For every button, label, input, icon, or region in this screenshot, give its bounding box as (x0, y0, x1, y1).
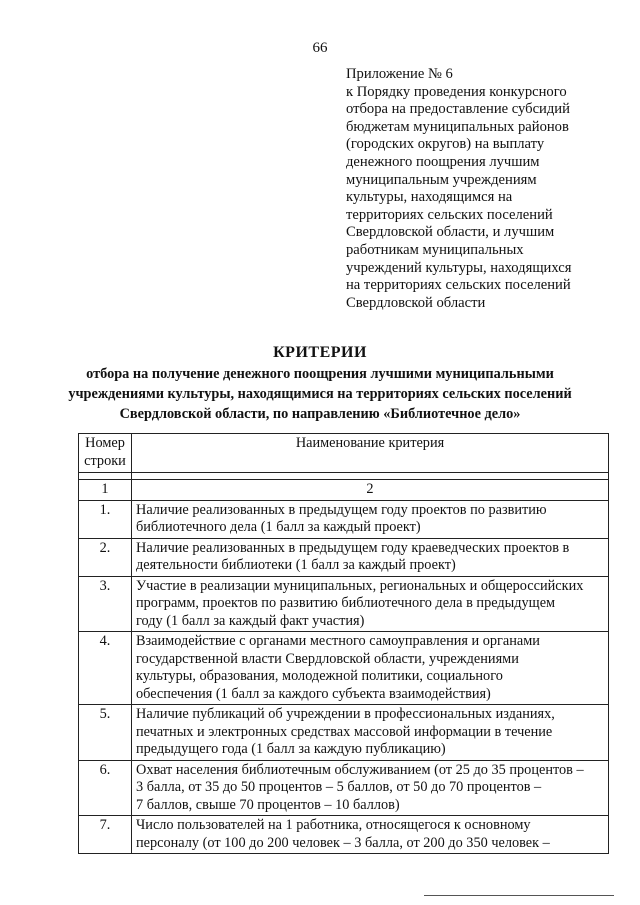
criterion-line: Наличие реализованных в предыдущем году проектов по развитию (136, 501, 547, 518)
appendix-note (346, 66, 616, 312)
row-criterion (132, 760, 609, 816)
column-index-row (79, 480, 609, 501)
criteria-table (78, 433, 609, 854)
appendix-line: на территориях сельских поселений (346, 277, 571, 294)
table-row (79, 705, 609, 761)
appendix-line: культуры, находящимся на (346, 189, 513, 206)
criterion-line: обеспечения (1 балл за каждого субъекта взаимодействия) (136, 685, 491, 702)
gap-cell (79, 473, 132, 480)
table-row (79, 760, 609, 816)
row-criterion (132, 705, 609, 761)
appendix-line: (городских округов) на выплату (346, 136, 545, 153)
page-number: 66 (312, 40, 328, 56)
appendix-line: учреждений культуры, находящихся (346, 259, 572, 276)
subtitle-line: Свердловской области, по направлению «Библиотечное дело» (119, 406, 521, 422)
appendix-line: работникам муниципальных (346, 241, 524, 258)
row-criterion (132, 500, 609, 538)
table-row (79, 538, 609, 576)
row-criterion (132, 576, 609, 632)
criterion-line: 3 балла, от 35 до 50 процентов – 5 баллов, от 50 до 70 процентов – (136, 779, 542, 795)
criterion-line: программ, проектов по развитию библиотечного дела в предыдущем (136, 595, 556, 611)
criterion-line: печатных и электронных средствах массовой информации в течение (136, 723, 553, 740)
document-title: КРИТЕРИИ (273, 344, 367, 361)
appendix-line: Свердловской области (346, 294, 486, 311)
criterion-line: Взаимодействие с органами местного самоуправления и органами (136, 633, 540, 649)
criterion-line: 7 баллов, свыше 70 процентов – 10 баллов) (136, 796, 400, 813)
header-number-line: строки (84, 452, 126, 469)
row-number: 5. (79, 705, 132, 761)
appendix-line: Свердловской области, и лучшим (346, 224, 555, 241)
criterion-line: Участие в реализации муниципальных, региональных и общероссийских (136, 577, 584, 594)
criterion-line: библиотечного дела (1 балл за каждый проект) (136, 519, 421, 535)
table-gap-row (79, 473, 609, 480)
row-number: 1. (79, 500, 132, 538)
criterion-line: Наличие публикаций об учреждении в профессиональных изданиях, (136, 706, 555, 722)
row-number: 4. (79, 632, 132, 705)
document-subtitle (0, 364, 640, 424)
appendix-line: денежного поощрения лучшим (346, 153, 540, 170)
criterion-line: культуры, образования, молодежной политики, социального (136, 668, 503, 684)
table-row (79, 500, 609, 538)
row-number: 2. (79, 538, 132, 576)
appendix-line: бюджетам муниципальных районов (346, 118, 569, 135)
criterion-line: году (1 балл за каждый факт участия) (136, 612, 365, 629)
subtitle-line: учреждениями культуры, находящимися на территориях сельских поселений (68, 386, 572, 402)
appendix-line: к Порядку проведения конкурсного (346, 83, 567, 100)
criterion-line: деятельности библиотеки (1 балл за каждый проект) (136, 557, 456, 573)
criterion-line: персоналу (от 100 до 200 человек – 3 балла, от 200 до 350 человек – (136, 834, 550, 851)
row-criterion (132, 816, 609, 854)
row-number: 7. (79, 816, 132, 854)
row-number: 6. (79, 760, 132, 816)
row-number: 3. (79, 576, 132, 632)
column-index-cell: 1 (79, 480, 132, 501)
appendix-line: отбора на предоставление субсидий (346, 101, 570, 118)
table-row (79, 576, 609, 632)
appendix-line: территориях сельских поселений (346, 206, 553, 223)
table-row (79, 816, 609, 854)
subtitle-line: отбора на получение денежного поощрения лучшими муниципальными (86, 366, 554, 382)
column-index-cell: 2 (132, 480, 609, 501)
appendix-line: Приложение № 6 (346, 66, 453, 82)
header-number-line: Номер (85, 435, 125, 451)
page-bottom-rule (424, 895, 614, 896)
criterion-line: предыдущего года (1 балл за каждую публикацию) (136, 741, 446, 757)
header-number-cell (79, 434, 132, 473)
criterion-line: Наличие реализованных в предыдущем году краеведческих проектов в (136, 539, 570, 556)
table-row (79, 632, 609, 705)
row-criterion (132, 538, 609, 576)
gap-cell (132, 473, 609, 480)
criterion-line: Охват населения библиотечным обслуживанием (от 25 до 35 процентов – (136, 761, 584, 778)
appendix-line: муниципальным учреждениям (346, 171, 537, 188)
header-name-cell: Наименование критерия (132, 434, 609, 473)
criterion-line: Число пользователей на 1 работника, относящегося к основному (136, 817, 531, 833)
criterion-line: государственной власти Свердловской области, учреждениями (136, 650, 519, 667)
table-header-row (79, 434, 609, 473)
row-criterion (132, 632, 609, 705)
